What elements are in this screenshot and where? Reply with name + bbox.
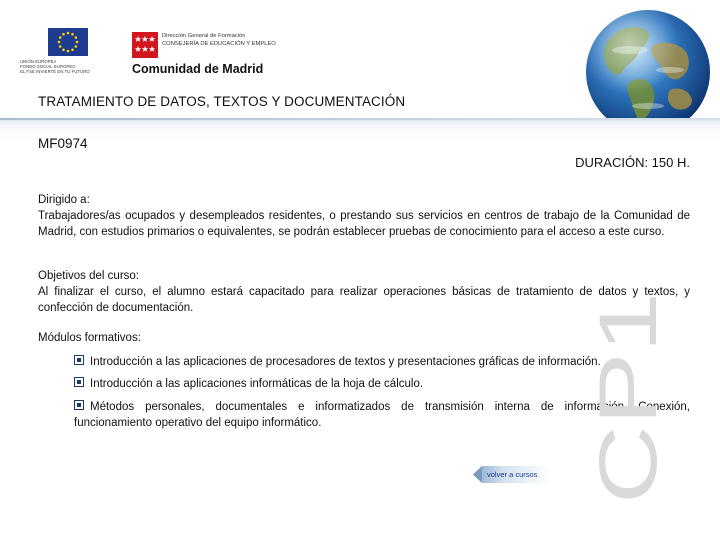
section-heading: Dirigido a: (38, 194, 90, 206)
module-text: Introducción a las aplicaciones de procesadores de textos y presentaciones gráficas de información. (90, 356, 601, 368)
section-text: Trabajadores/as ocupados y desempleados residentes, o prestando sus servicios en centros de trabajo de la Comunidad de Madrid, con estudios primarios o equivalentes, se podrán establecer pruebas de conocimiento para el acceso a este curso. (38, 210, 690, 238)
section-text: Al finalizar el curso, el alumno estará capacitado para realizar operaciones básicas de tratamiento de datos y textos, y confección de documentación. (38, 286, 690, 314)
section-heading: Objetivos del curso: (38, 270, 139, 282)
back-to-courses-button[interactable] (473, 466, 551, 483)
madrid-name: Comunidad de Madrid (132, 62, 264, 76)
madrid-logo (132, 32, 307, 78)
module-text: Introducción a las aplicaciones informáticas de la hoja de cálculo. (90, 378, 424, 390)
checkbox-bullet-icon (74, 400, 84, 410)
madrid-text-line: Dirección General de Formación (162, 33, 246, 39)
madrid-flag-icon (132, 32, 158, 58)
section-heading: Módulos formativos: (38, 332, 141, 344)
eu-logo (20, 28, 120, 80)
eu-logo-text (20, 59, 120, 75)
course-code: MF0974 (38, 136, 88, 151)
cp1-watermark (583, 292, 674, 506)
course-title: TRATAMIENTO DE DATOS, TEXTOS Y DOCUMENTACIÓN (38, 94, 406, 109)
madrid-department-text (162, 33, 276, 48)
eu-text-line: EL FSE INVIERTE EN TU FUTURO (20, 69, 90, 75)
eu-text-line: FONDO SOCIAL EUROPEO (20, 64, 76, 70)
checkbox-bullet-icon (74, 355, 84, 365)
module-text: Métodos personales, documentales e informatizados de transmisión interna de información. Conexión, funcionamiento operativo del equipo informático. (74, 401, 690, 429)
madrid-text-line: CONSEJERÍA DE EDUCACIÓN Y EMPLEO (162, 40, 276, 47)
eu-text-line: UNIÓN EUROPEA (20, 59, 57, 64)
checkbox-bullet-icon (74, 377, 84, 387)
back-button-label[interactable]: volver a cursos (487, 470, 538, 479)
cp1-watermark-text: CP1 (583, 344, 674, 504)
eu-flag-icon (48, 28, 88, 56)
header-band-line (0, 118, 640, 120)
course-duration: DURACIÓN: 150 H. (575, 155, 690, 170)
section-target-audience (38, 192, 690, 240)
